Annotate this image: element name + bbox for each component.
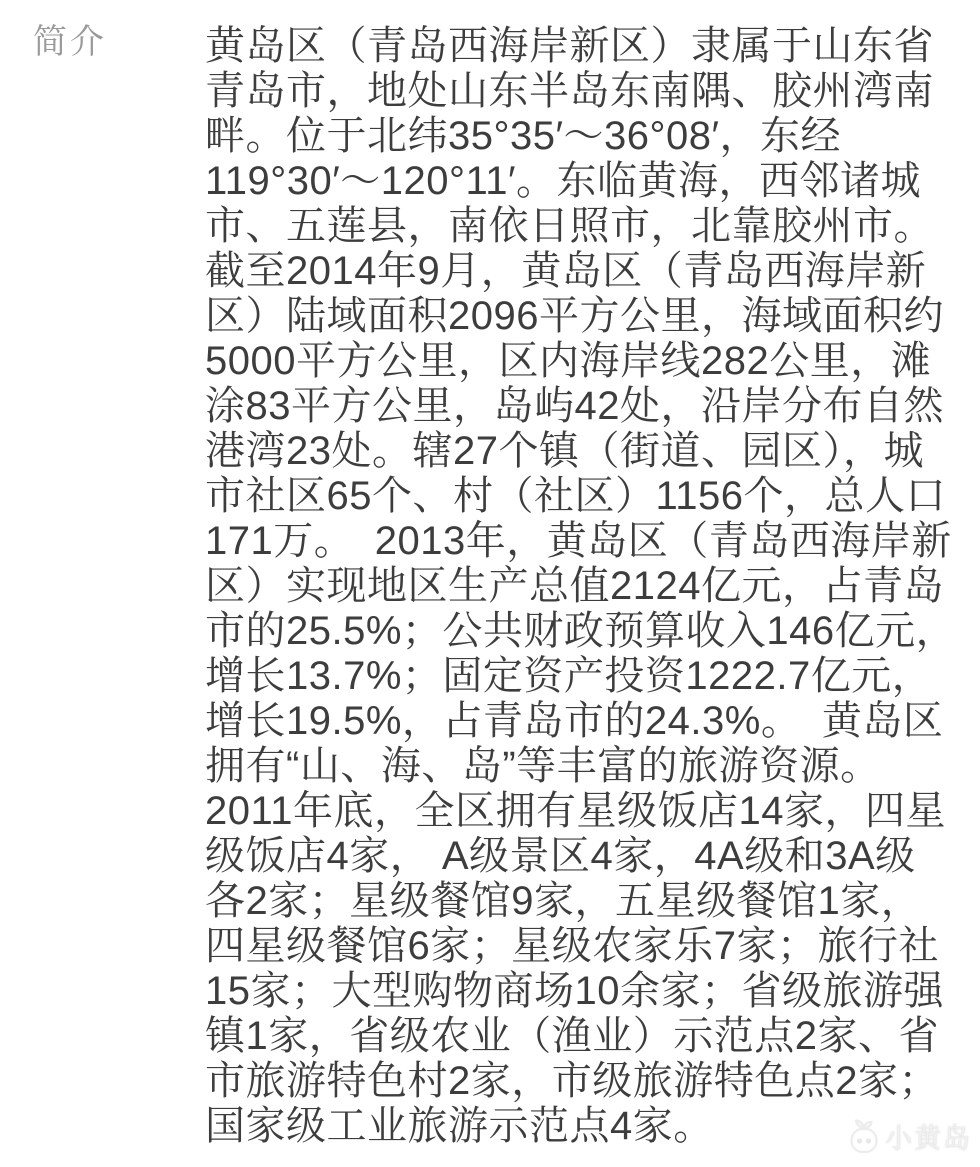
paragraph-line: 市旅游特色村2家，市级旅游特色点2家；	[205, 1059, 939, 1103]
paragraph-line: 区）实现地区生产总值2124亿元，占青岛	[205, 564, 944, 608]
paragraph-line: 15家；大型购物商场10余家；省级旅游强	[205, 969, 944, 1013]
paragraph-line: 拥有“山、海、岛”等丰富的旅游资源。	[205, 744, 881, 788]
sprout-mascot-icon	[848, 1117, 880, 1155]
paragraph-line: 119°30′～120°11′。东临黄海，西邻诸城	[205, 159, 922, 203]
section-label-intro: 简介	[33, 23, 107, 61]
paragraph-line: 2011年底，全区拥有星级饭店14家，四星	[205, 789, 947, 833]
paragraph-line: 畔。位于北纬35°35′～36°08′，东经	[205, 114, 841, 158]
paragraph-line: 区）陆域面积2096平方公里，海域面积约	[205, 294, 944, 338]
paragraph-line: 青岛市，地处山东半岛东南隅、胶州湾南	[205, 69, 934, 113]
paragraph-line: 四星级餐馆6家；星级农家乐7家；旅行社	[205, 924, 939, 968]
paragraph-line: 黄岛区（青岛西海岸新区）隶属于山东省	[205, 24, 934, 68]
paragraph-line: 市、五莲县，南依日照市，北靠胶州市。	[205, 204, 934, 248]
paragraph-line: 镇1家，省级农业（渔业）示范点2家、省	[205, 1014, 939, 1058]
paragraph-line: 5000平方公里，区内海岸线282公里，滩	[205, 339, 932, 383]
paragraph-line: 港湾23处。辖27个镇（街道、园区），城	[205, 429, 924, 473]
paragraph-line: 截至2014年9月，黄岛区（青岛西海岸新	[205, 249, 927, 293]
paragraph-line: 市社区65个、村（社区）1156个，总人口	[205, 474, 947, 518]
paragraph-line: 市的25.5%；公共财政预算收入146亿元，	[205, 609, 957, 653]
paragraph-line: 171万。 2013年，黄岛区（青岛西海岸新	[205, 519, 952, 563]
paragraph-line: 级饭店4家， A级景区4家，4A级和3A级	[205, 834, 916, 878]
paragraph-line: 增长13.7%；固定资产投资1222.7亿元，	[205, 654, 933, 698]
paragraph-line: 国家级工业旅游示范点4家。	[205, 1104, 714, 1148]
watermark	[848, 1116, 972, 1155]
paragraph-line: 各2家；星级餐馆9家，五星级餐馆1家，	[205, 879, 922, 923]
watermark-text: 小黄岛	[885, 1123, 972, 1153]
paragraph-line: 增长19.5%，占青岛市的24.3%。 黄岛区	[205, 699, 944, 743]
paragraph-line: 涂83平方公里，岛屿42处，沿岸分布自然	[205, 384, 944, 428]
